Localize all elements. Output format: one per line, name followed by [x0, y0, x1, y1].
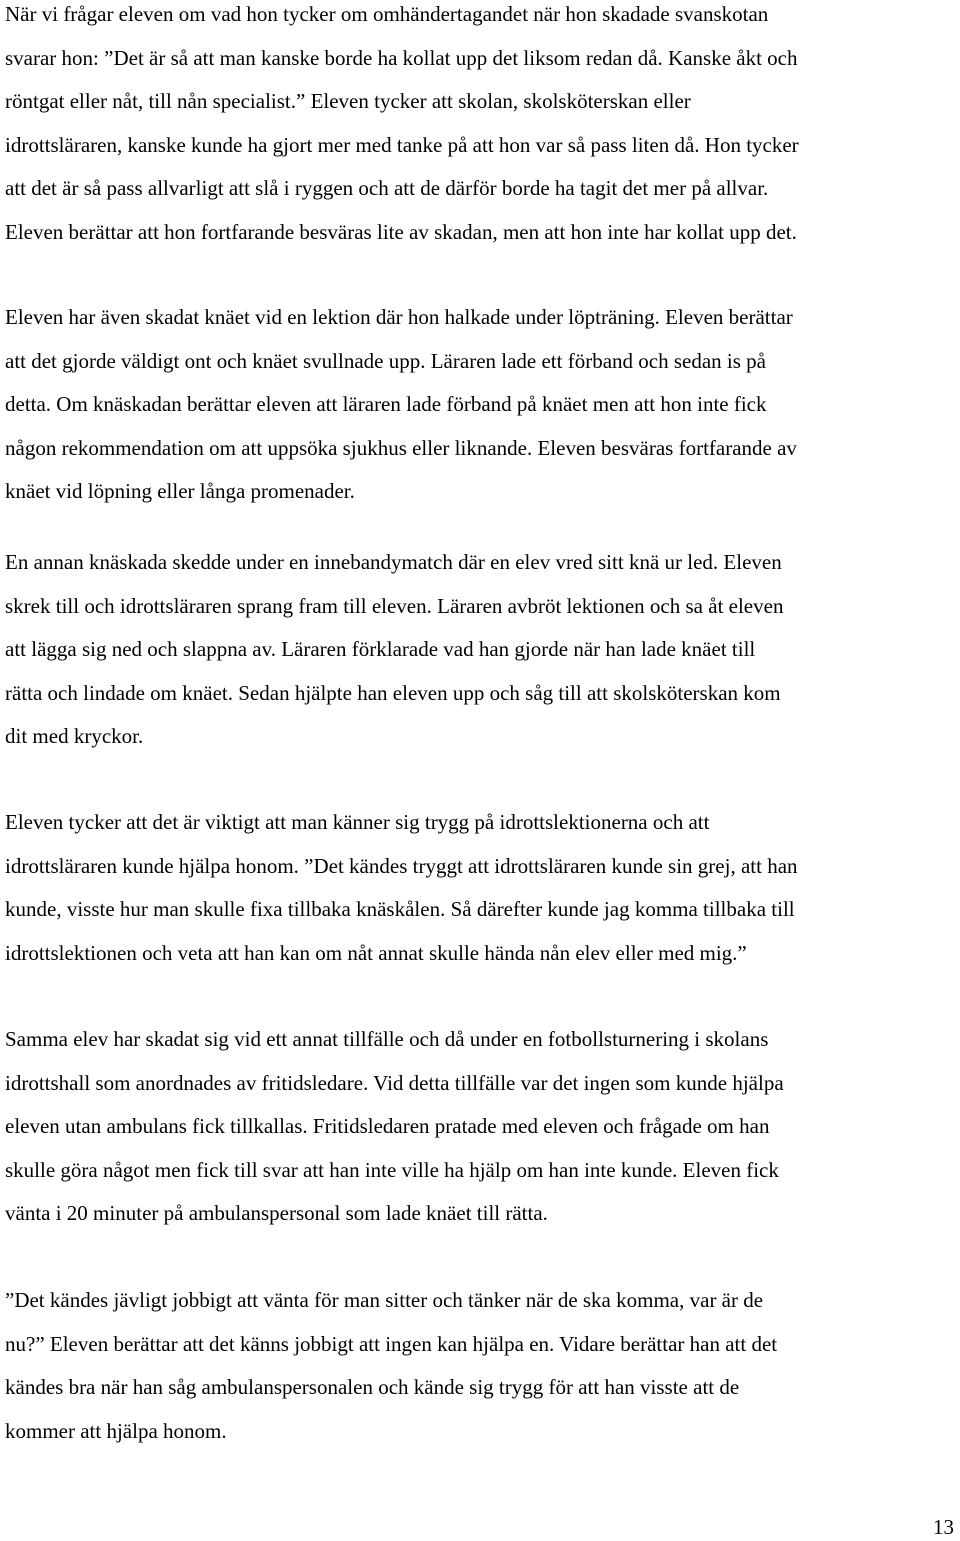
page-number: 13 [933, 1515, 954, 1539]
text-line: En annan knäskada skedde under en innebandymatch där en elev vred sitt knä ur led. Eleven [5, 550, 782, 574]
text-line: idrottsläraren, kanske kunde ha gjort mer med tanke på att hon var så pass liten då. Hon tycker [5, 133, 799, 157]
text-line: kommer att hjälpa honom. [5, 1419, 227, 1443]
text-line: kändes bra när han såg ambulanspersonalen och kände sig trygg för att han visste att de [5, 1375, 740, 1399]
text-line: nu?” Eleven berättar att det känns jobbigt att ingen kan hjälpa en. Vidare berättar han att det [5, 1332, 778, 1356]
text-line: dit med kryckor. [5, 724, 144, 748]
text-line: rätta och lindade om knäet. Sedan hjälpte han eleven upp och såg till att skolsköterskan kom [5, 681, 781, 705]
text-line: Eleven berättar att hon fortfarande besväras lite av skadan, men att hon inte har kollat upp det. [5, 220, 797, 244]
text-line: att lägga sig ned och slappna av. Läraren förklarade vad han gjorde när han lade knäet till [5, 637, 756, 661]
text-line: Eleven tycker att det är viktigt att man känner sig trygg på idrottslektionerna och att [5, 810, 710, 834]
text-line: vänta i 20 minuter på ambulanspersonal som lade knäet till rätta. [5, 1201, 548, 1225]
text-line: När vi frågar eleven om vad hon tycker om omhändertagandet när hon skadade svanskotan [5, 2, 769, 26]
text-line: någon rekommendation om att uppsöka sjukhus eller liknande. Eleven besväras fortfarande av [5, 436, 797, 460]
text-line: knäet vid löpning eller långa promenader. [5, 479, 355, 503]
text-line: eleven utan ambulans fick tillkallas. Fritidsledaren pratade med eleven och frågade om han [5, 1114, 770, 1138]
text-line: skulle göra något men fick till svar att han inte ville ha hjälp om han inte kunde. Eleven fick [5, 1158, 779, 1182]
text-line: ”Det kändes jävligt jobbigt att vänta för man sitter och tänker när de ska komma, var är de [5, 1288, 764, 1312]
text-line: Samma elev har skadat sig vid ett annat tillfälle och då under en fotbollsturnering i skolans [5, 1027, 769, 1051]
text-line: att det gjorde väldigt ont och knäet svullnade upp. Läraren lade ett förband och sedan is på [5, 349, 766, 373]
text-line: skrek till och idrottsläraren sprang fram till eleven. Läraren avbröt lektionen och sa åt eleven [5, 594, 784, 618]
text-line: idrottslektionen och veta att han kan om nåt annat skulle hända nån elev eller med mig.” [5, 941, 747, 965]
text-line: röntgat eller nåt, till nån specialist.” Eleven tycker att skolan, skolsköterskan eller [5, 89, 691, 113]
text-line: att det är så pass allvarligt att slå i ryggen och att de därför borde ha tagit det mer på allvar. [5, 176, 769, 200]
text-line: svarar hon: ”Det är så att man kanske borde ha kollat upp det liksom redan då. Kanske åkt och [5, 46, 798, 70]
text-line: Eleven har även skadat knäet vid en lektion där hon halkade under löpträning. Eleven berättar [5, 305, 793, 329]
text-line: kunde, visste hur man skulle fixa tillbaka knäskålen. Så därefter kunde jag komma tillbaka till [5, 897, 795, 921]
text-line: detta. Om knäskadan berättar eleven att läraren lade förband på knäet men att hon inte fick [5, 392, 767, 416]
text-line: idrottshall som anordnades av fritidsledare. Vid detta tillfälle var det ingen som kunde hjälpa [5, 1071, 784, 1095]
text-line: idrottsläraren kunde hjälpa honom. ”Det kändes tryggt att idrottsläraren kunde sin grej, att han [5, 854, 798, 878]
